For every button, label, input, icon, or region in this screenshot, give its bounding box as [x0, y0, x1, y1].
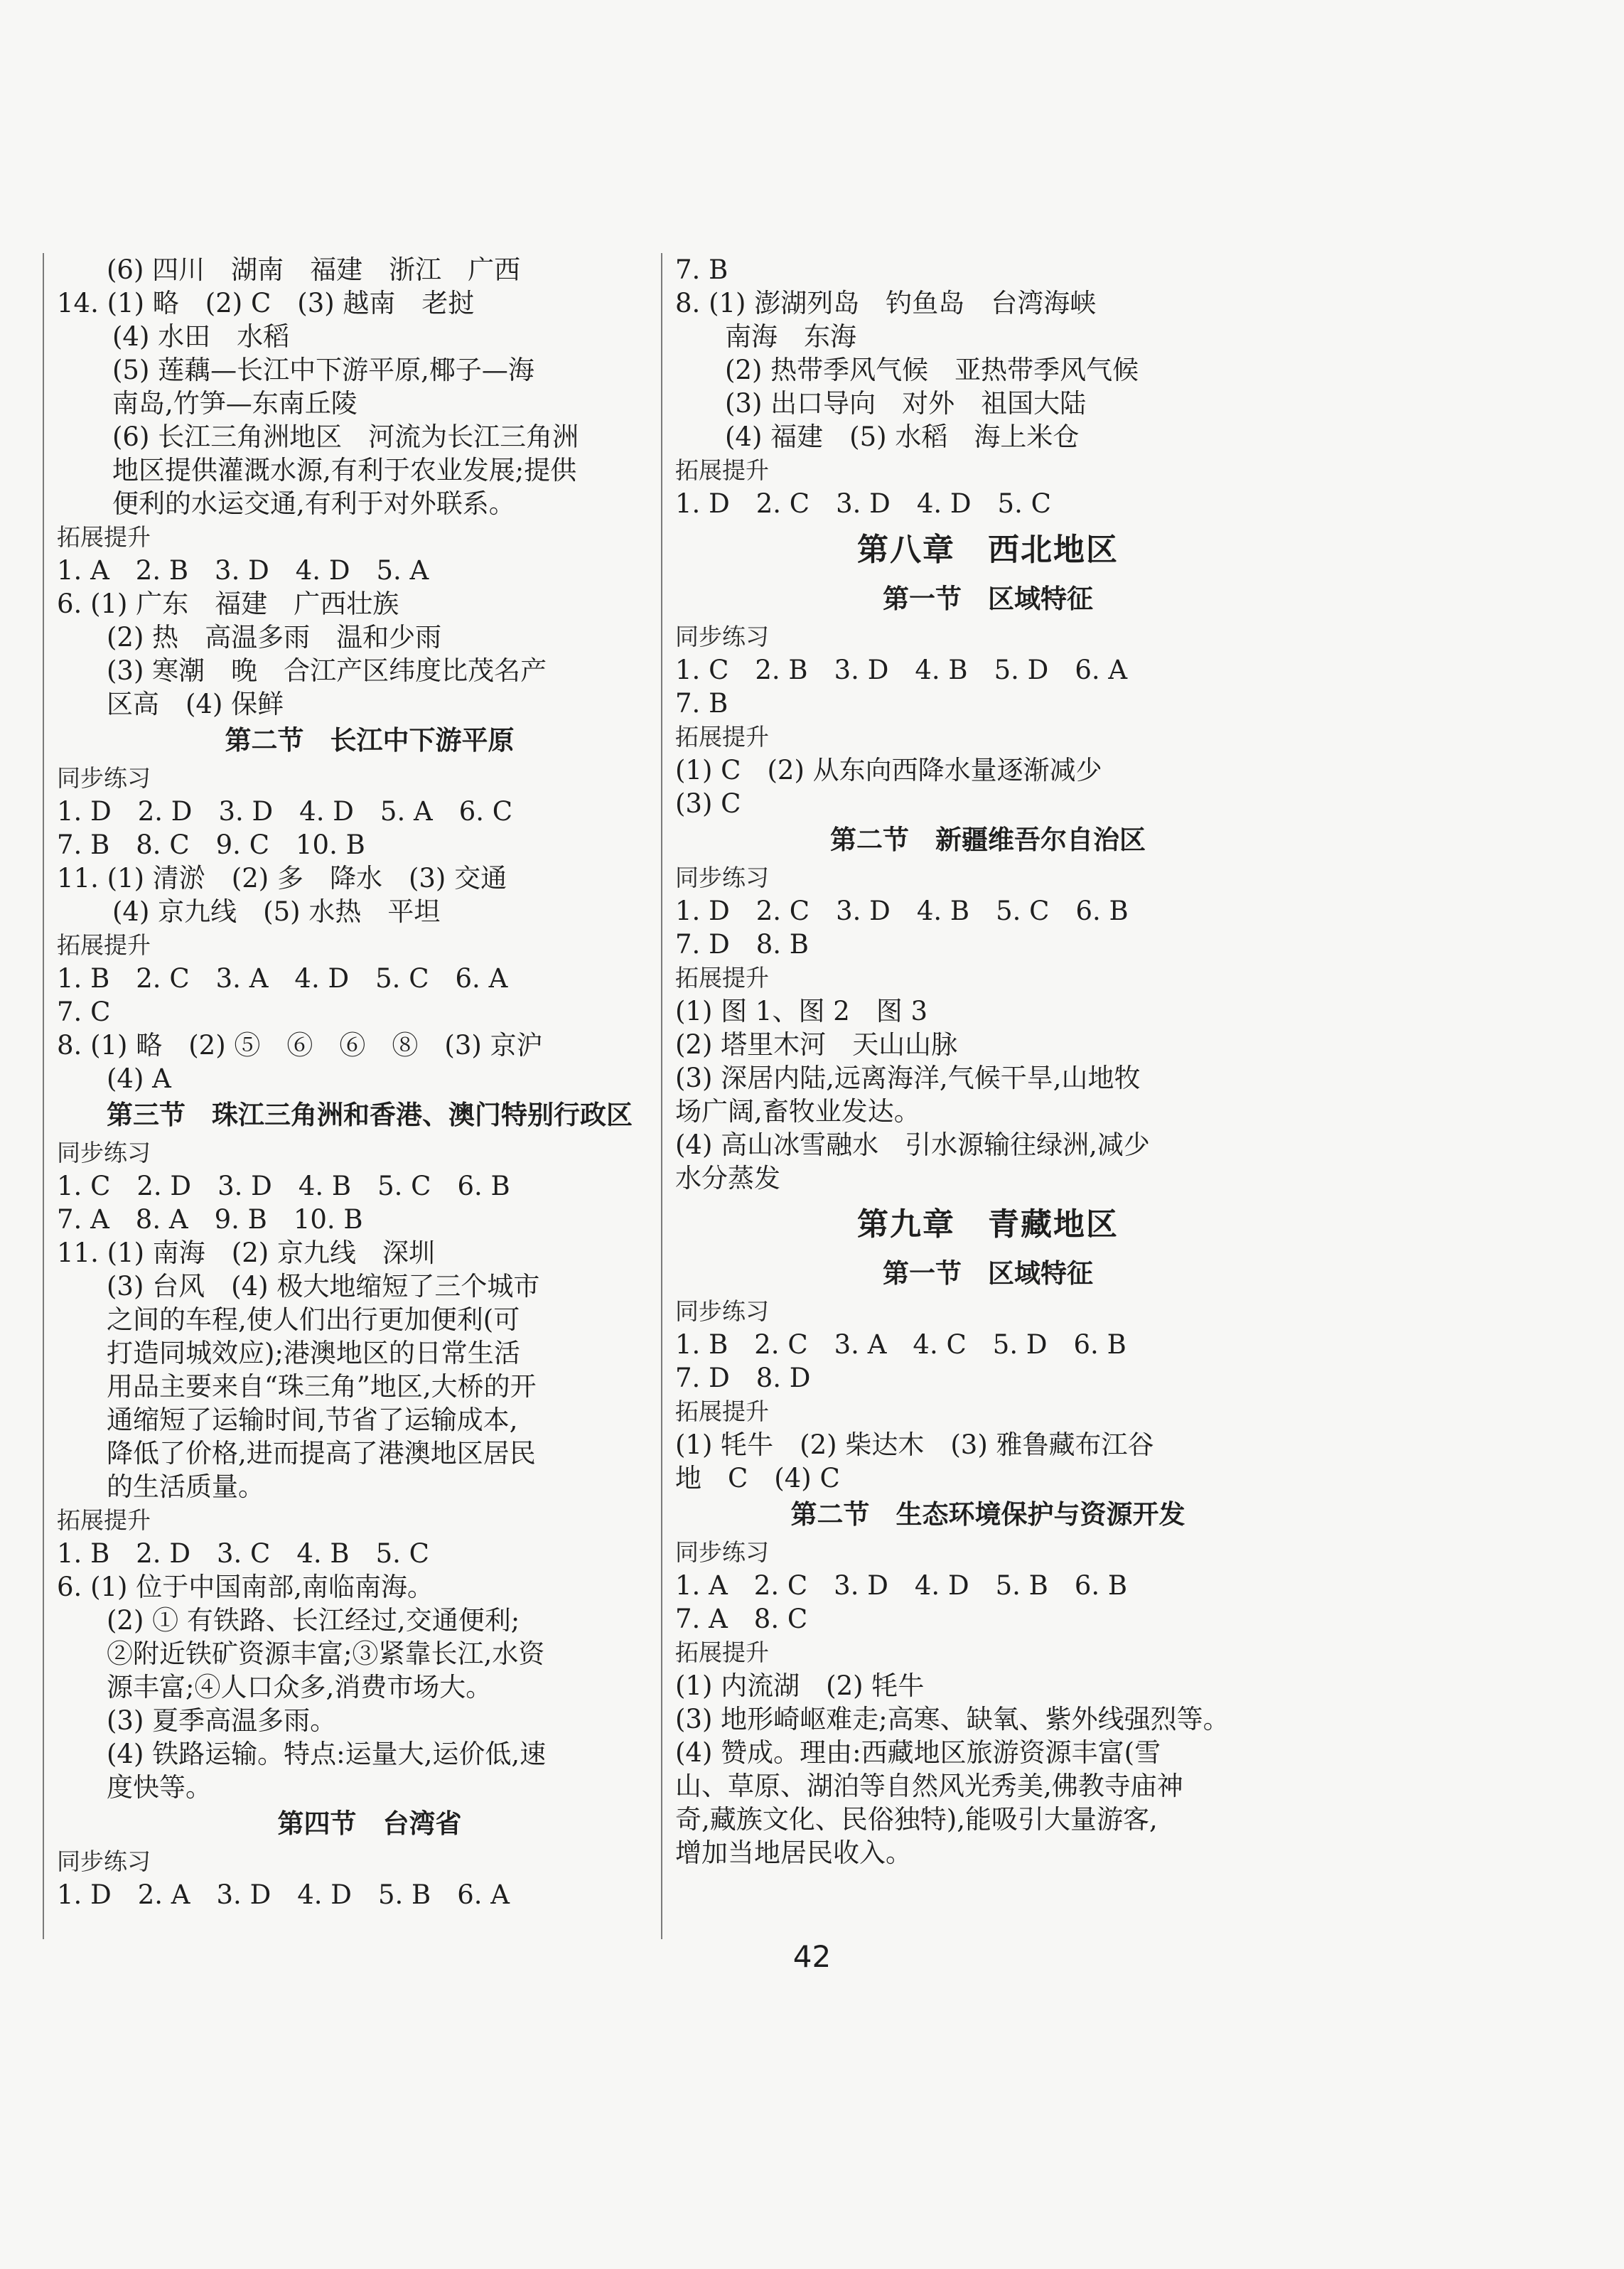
section-label: 同步练习 [675, 1297, 769, 1325]
answer-line: 地 C (4) C [675, 1463, 840, 1493]
answer-line: 增加当地居民收入。 [675, 1838, 912, 1868]
answer-line: 7. B [675, 254, 728, 285]
answer-line: 7. D 8. B [675, 929, 809, 960]
answer-line: (2) 塔里木河 天山山脉 [675, 1029, 958, 1060]
section-label: 同步练习 [57, 1139, 151, 1166]
answer-line: (4) 京九线 (5) 水热 平坦 [112, 896, 441, 927]
answer-line: 奇,藏族文化、民俗独特),能吸引大量游客, [675, 1804, 1158, 1835]
answer-line: 之间的车程,使人们出行更加便利(可 [107, 1304, 520, 1335]
answer-line: (6) 四川 湖南 福建 浙江 广西 [107, 254, 521, 285]
answer-line: 地区提供灌溉水源,有利于农业发展;提供 [112, 455, 577, 486]
answer-line: ②附近铁矿资源丰富;③紧靠长江,水资 [107, 1638, 545, 1669]
section-label: 同步练习 [57, 1847, 151, 1875]
section-label: 拓展提升 [57, 523, 151, 551]
answer-line: 南海 东海 [725, 321, 856, 352]
answer-line: 8. (1) 澎湖列岛 钓鱼岛 台湾海峡 [675, 288, 1097, 318]
answer-line: 6. (1) 位于中国南部,南临南海。 [57, 1572, 434, 1602]
answer-line: (4) 铁路运输。特点:运量大,运价低,速 [107, 1739, 547, 1769]
answer-line: (2) 热带季风气候 亚热带季风气候 [725, 355, 1139, 385]
answer-line: (2) 热 高温多雨 温和少雨 [107, 622, 442, 653]
answer-line: 7. A 8. A 9. B 10. B [57, 1204, 363, 1235]
answer-line: 1. B 2. C 3. A 4. D 5. C 6. A [57, 963, 508, 994]
answer-line: (4) 高山冰雪融水 引水源输往绿洲,减少 [675, 1130, 1150, 1160]
answer-line: (4) 水田 水稻 [112, 321, 290, 352]
section-label: 拓展提升 [675, 723, 769, 751]
answer-line: 1. C 2. B 3. D 4. B 5. D 6. A [675, 655, 1128, 685]
answer-line: 水分蒸发 [675, 1163, 780, 1193]
section-label: 同步练习 [675, 1538, 769, 1566]
section-label: 拓展提升 [675, 1398, 769, 1425]
section-title: 第二节 长江中下游平原 [225, 725, 515, 756]
answer-line: 8. (1) 略 (2) ⑤ ⑥ ⑥ ⑧ (3) 京沪 [57, 1030, 543, 1061]
answer-line: (4) A [107, 1063, 171, 1094]
answer-line: 7. B [675, 688, 728, 719]
answer-line: 降低了价格,进而提高了港澳地区居民 [107, 1438, 536, 1469]
answer-line: (3) 深居内陆,远离海洋,气候干旱,山地牧 [675, 1063, 1141, 1093]
answer-line: 1. D 2. D 3. D 4. D 5. A 6. C [57, 796, 513, 827]
answer-line: (4) 福建 (5) 水稻 海上米仓 [725, 422, 1080, 452]
answer-line: 11. (1) 南海 (2) 京九线 深圳 [57, 1238, 435, 1268]
answer-line: 场广阔,畜牧业发达。 [675, 1096, 920, 1127]
left-column [43, 253, 682, 1939]
answer-line: 1. A 2. B 3. D 4. D 5. A [57, 555, 429, 586]
answer-line: 源丰富;④人口众多,消费市场大。 [107, 1672, 493, 1702]
answer-line: 区高 (4) 保鲜 [107, 689, 284, 719]
section-label: 拓展提升 [675, 964, 769, 992]
answer-line: (6) 长江三角洲地区 河流为长江三角洲 [112, 422, 579, 452]
section-title: 第一节 区域特征 [883, 584, 1093, 614]
section-title: 第四节 台湾省 [277, 1808, 462, 1839]
answer-line: 6. (1) 广东 福建 广西壮族 [57, 589, 399, 619]
answer-line: (3) 地形崎岖难走;高寒、缺氧、紫外线强烈等。 [675, 1704, 1230, 1734]
answer-line: (5) 莲藕—长江中下游平原,椰子—海 [112, 355, 534, 385]
answer-line: (1) 牦牛 (2) 柴达木 (3) 雅鲁藏布江谷 [675, 1429, 1154, 1460]
answer-line: (3) 夏季高温多雨。 [107, 1705, 337, 1736]
answer-line: (3) 台风 (4) 极大地缩短了三个城市 [107, 1271, 540, 1302]
answer-line: 山、草原、湖泊等自然风光秀美,佛教寺庙神 [675, 1771, 1183, 1801]
answer-line: 1. C 2. D 3. D 4. B 5. C 6. B [57, 1171, 510, 1201]
answer-line: (1) 内流湖 (2) 牦牛 [675, 1670, 925, 1701]
answer-line: (1) C (2) 从东向西降水量逐渐减少 [675, 755, 1102, 785]
answer-line: 1. A 2. C 3. D 4. D 5. B 6. B [675, 1570, 1128, 1601]
section-label: 拓展提升 [675, 456, 769, 484]
answer-line: (4) 赞成。理由:西藏地区旅游资源丰富(雪 [675, 1737, 1161, 1768]
answer-line: 7. C [57, 997, 111, 1027]
answer-line: 的生活质量。 [107, 1471, 264, 1502]
right-column [661, 253, 1301, 1939]
section-title: 第三节 珠江三角洲和香港、澳门特别行政区 [107, 1100, 633, 1130]
answer-line: 14. (1) 略 (2) C (3) 越南 老挝 [57, 288, 475, 318]
answer-line: (3) C [675, 788, 741, 819]
answer-line: 7. A 8. C [675, 1604, 808, 1634]
section-label: 拓展提升 [57, 931, 151, 959]
answer-line: 1. D 2. C 3. D 4. B 5. C 6. B [675, 896, 1129, 926]
answer-line: (1) 图 1、图 2 图 3 [675, 996, 928, 1026]
answer-line: (2) ① 有铁路、长江经过,交通便利; [107, 1605, 520, 1636]
answer-line: 用品主要来自“珠三角”地区,大桥的开 [107, 1371, 537, 1402]
section-label: 同步练习 [675, 623, 769, 650]
page-number: 42 [792, 1939, 832, 1974]
chapter-title: 第八章 西北地区 [857, 532, 1119, 568]
answer-line: 7. B 8. C 9. C 10. B [57, 830, 365, 860]
answer-line: (3) 寒潮 晚 合江产区纬度比茂名产 [107, 655, 547, 686]
answer-line: 11. (1) 清淤 (2) 多 降水 (3) 交通 [57, 863, 507, 894]
answer-line: 1. B 2. C 3. A 4. C 5. D 6. B [675, 1329, 1126, 1360]
section-title: 第二节 生态环境保护与资源开发 [790, 1499, 1185, 1530]
chapter-title: 第九章 青藏地区 [857, 1206, 1119, 1243]
answer-line: 打造同城效应);港澳地区的日常生活 [107, 1338, 520, 1368]
section-label: 同步练习 [675, 864, 769, 891]
answer-line: 南岛,竹笋—东南丘陵 [112, 388, 357, 419]
section-title: 第二节 新疆维吾尔自治区 [830, 825, 1146, 855]
answer-line: 便利的水运交通,有利于对外联系。 [112, 488, 515, 519]
answer-line: 7. D 8. D [675, 1363, 811, 1393]
answer-line: 1. D 2. A 3. D 4. D 5. B 6. A [57, 1879, 510, 1910]
answer-line: 度快等。 [107, 1772, 212, 1803]
answer-line: 通缩短了运输时间,节省了运输成本, [107, 1405, 518, 1435]
section-label: 拓展提升 [57, 1506, 151, 1534]
answer-line: 1. D 2. C 3. D 4. D 5. C [675, 488, 1051, 519]
answer-line: (3) 出口导向 对外 祖国大陆 [725, 388, 1087, 419]
answer-line: 1. B 2. D 3. C 4. B 5. C [57, 1538, 429, 1569]
section-title: 第一节 区域特征 [883, 1258, 1093, 1289]
section-label: 同步练习 [57, 764, 151, 792]
section-label: 拓展提升 [675, 1638, 769, 1666]
